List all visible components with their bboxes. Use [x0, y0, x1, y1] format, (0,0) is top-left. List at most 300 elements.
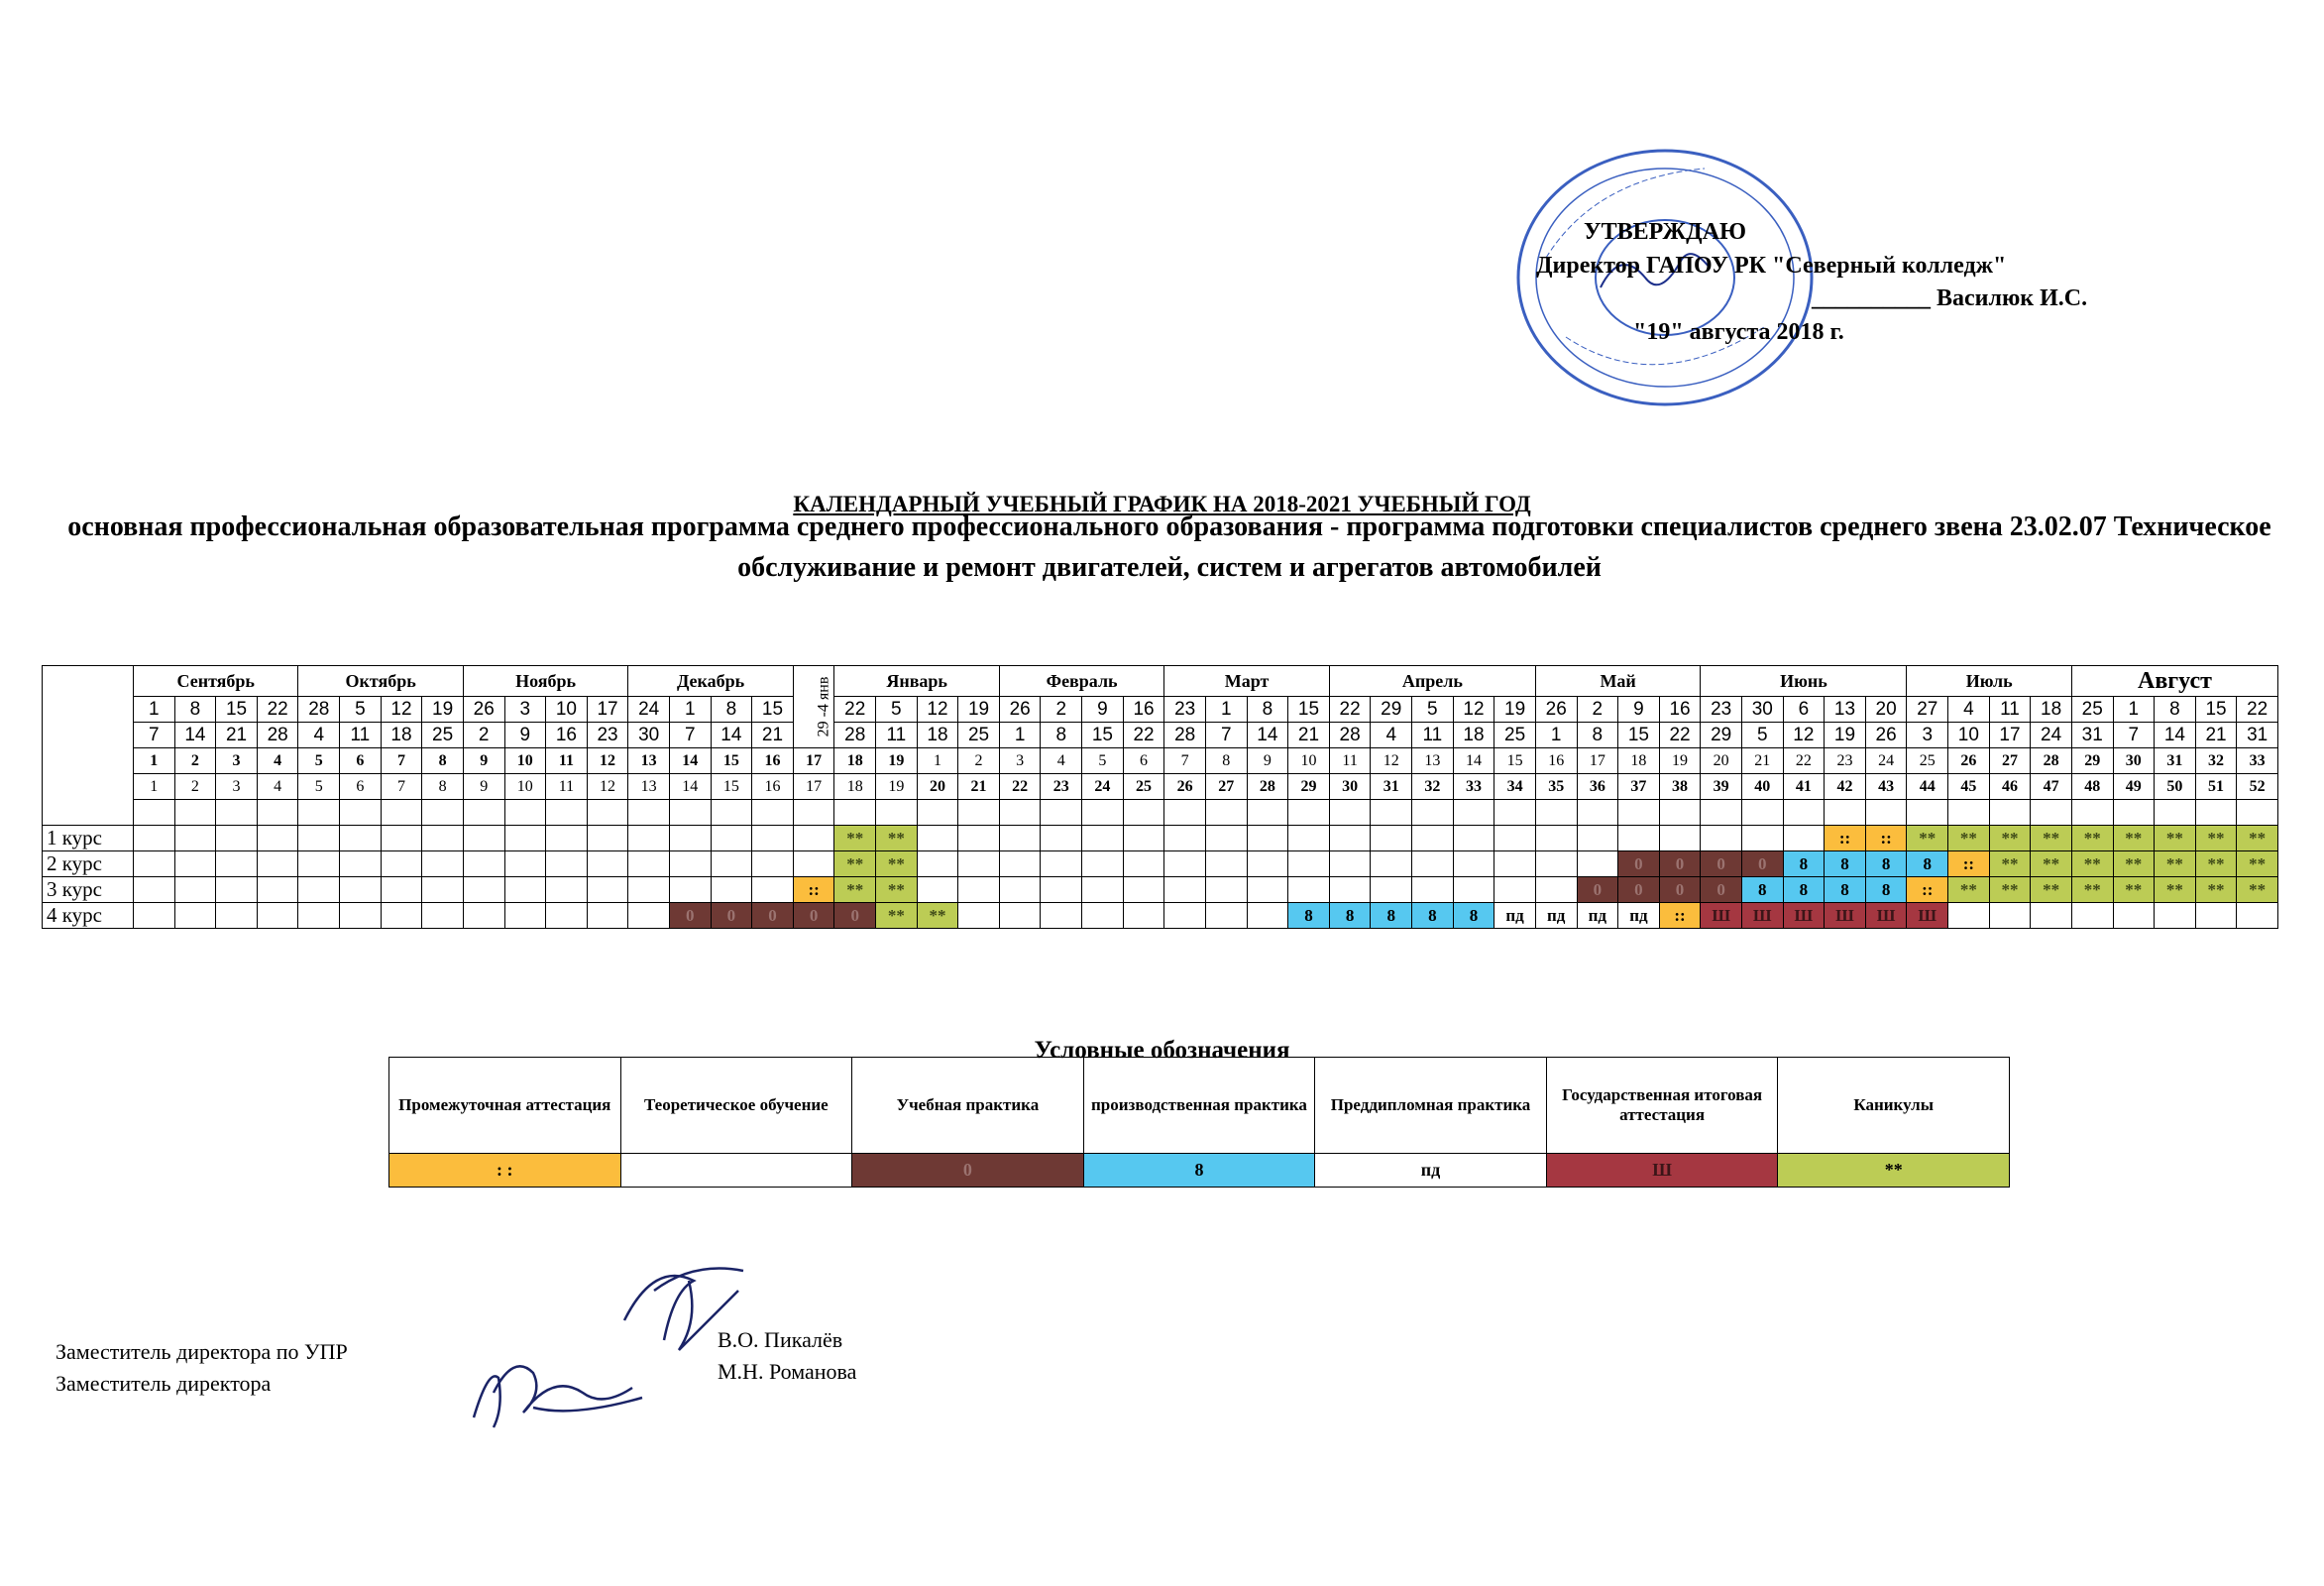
schedule-cell: [1247, 877, 1288, 903]
header-spacer-cell: [628, 800, 670, 826]
schedule-cell: [958, 877, 1000, 903]
header-spacer-cell: [1412, 800, 1454, 826]
schedule-cell: [1164, 877, 1206, 903]
schedule-cell: [134, 903, 175, 929]
schedule-cell: [587, 851, 628, 877]
schedule-cell: [711, 826, 752, 851]
footer-name-1: В.О. Пикалёв: [718, 1327, 843, 1352]
header-spacer-row: [43, 800, 2278, 826]
week-sequence-cell: 15: [711, 774, 752, 800]
schedule-cell: 8: [1907, 851, 1948, 877]
schedule-cell: 0: [1701, 877, 1742, 903]
schedule-cell: Ш: [1783, 903, 1825, 929]
header-spacer-cell: [999, 800, 1041, 826]
schedule-cell: **: [1989, 826, 2031, 851]
header-spacer-cell: [1288, 800, 1330, 826]
start-day-cell: 25: [2071, 697, 2113, 723]
end-day-cell: 1: [999, 723, 1041, 748]
header-spacer-cell: [174, 800, 216, 826]
holiday-week-label: 29 -4 янв: [815, 676, 832, 737]
start-day-cell: 29: [1371, 697, 1412, 723]
legend-header-cell: Государственная итоговая аттестация: [1546, 1058, 1778, 1154]
schedule-cell: **: [2113, 877, 2155, 903]
schedule-cell: 8: [1412, 903, 1454, 929]
schedule-cell: [422, 903, 464, 929]
course-row: [43, 826, 2278, 851]
end-day-cell: 24: [2031, 723, 2072, 748]
end-day-cell: 11: [876, 723, 918, 748]
schedule-cell: **: [2237, 826, 2278, 851]
end-day-cell: 2: [463, 723, 504, 748]
week-sequence-cell: 22: [999, 774, 1041, 800]
schedule-cell: [1371, 877, 1412, 903]
course-row: [43, 903, 2278, 929]
week-number-cell: 22: [1783, 748, 1825, 774]
schedule-cell: [1164, 851, 1206, 877]
end-day-cell: 28: [257, 723, 298, 748]
legend-header-cell: Промежуточная аттестация: [389, 1058, 621, 1154]
schedule-cell: **: [1948, 877, 1990, 903]
schedule-cell: 0: [1618, 877, 1660, 903]
schedule-cell: [298, 851, 340, 877]
schedule-cell: [669, 851, 711, 877]
schedule-cell: 0: [711, 903, 752, 929]
start-day-cell: 26: [463, 697, 504, 723]
schedule-cell: **: [876, 851, 918, 877]
week-sequence-cell: 37: [1618, 774, 1660, 800]
schedule-cell: [1371, 826, 1412, 851]
schedule-cell: [257, 826, 298, 851]
month-header: Октябрь: [298, 666, 463, 697]
week-number-cell: 11: [1329, 748, 1371, 774]
schedule-cell: 0: [1659, 877, 1701, 903]
legend-symbol-cell: 0: [852, 1154, 1084, 1188]
header-spacer-cell: [1948, 800, 1990, 826]
schedule-cell: **: [2195, 826, 2237, 851]
week-number-cell: 7: [1164, 748, 1206, 774]
schedule-cell: **: [2031, 826, 2072, 851]
schedule-cell: [669, 877, 711, 903]
legend-symbol-cell: 8: [1083, 1154, 1315, 1188]
week-number-cell: 14: [669, 748, 711, 774]
schedule-cell: [1205, 877, 1247, 903]
header-spacer-cell: [463, 800, 504, 826]
month-header: Апрель: [1329, 666, 1535, 697]
schedule-cell: Ш: [1701, 903, 1742, 929]
schedule-cell: [1041, 826, 1082, 851]
schedule-cell: 8: [1783, 851, 1825, 877]
schedule-cell: [1164, 903, 1206, 929]
week-sequence-cell: 4: [257, 774, 298, 800]
header-spacer-cell: [1494, 800, 1536, 826]
week-number-cell: 2: [174, 748, 216, 774]
schedule-cell: [1494, 826, 1536, 851]
start-day-cell: 24: [628, 697, 670, 723]
week-number-cell: 13: [1412, 748, 1454, 774]
end-day-cell: 8: [1041, 723, 1082, 748]
schedule-cell: [504, 877, 546, 903]
schedule-cell: Ш: [1741, 903, 1783, 929]
schedule-cell: [999, 877, 1041, 903]
month-header: Февраль: [999, 666, 1163, 697]
schedule-cell: [2113, 903, 2155, 929]
month-header: Июнь: [1701, 666, 1907, 697]
schedule-cell: 0: [1618, 851, 1660, 877]
header-spacer-cell: [1329, 800, 1371, 826]
schedule-cell: [1783, 826, 1825, 851]
schedule-cell: [1041, 877, 1082, 903]
schedule-cell: [2237, 903, 2278, 929]
week-sequence-cell: 7: [381, 774, 422, 800]
schedule-cell: [1577, 851, 1618, 877]
week-sequence-cell: 9: [463, 774, 504, 800]
schedule-cell: ::: [1659, 903, 1701, 929]
week-number-cell: 23: [1825, 748, 1866, 774]
schedule-cell: [1288, 826, 1330, 851]
schedule-cell: [134, 877, 175, 903]
start-day-cell: 15: [752, 697, 794, 723]
week-sequence-cell: 38: [1659, 774, 1701, 800]
schedule-cell: [999, 826, 1041, 851]
schedule-cell: [1453, 851, 1494, 877]
end-day-cell: 22: [1659, 723, 1701, 748]
week-number-cell: 31: [2155, 748, 2196, 774]
week-sequence-cell: 46: [1989, 774, 2031, 800]
schedule-cell: [340, 826, 382, 851]
schedule-cell: [628, 903, 670, 929]
course-row: [43, 851, 2278, 877]
approval-date: "19" августа 2018 г.: [1633, 318, 1844, 345]
schedule-cell: [958, 903, 1000, 929]
schedule-cell: [174, 877, 216, 903]
start-day-cell: 3: [504, 697, 546, 723]
schedule-cell: [793, 851, 834, 877]
week-number-cell: 19: [876, 748, 918, 774]
start-day-cell: 19: [422, 697, 464, 723]
schedule-cell: [422, 826, 464, 851]
schedule-cell: [1082, 877, 1124, 903]
approval-director: Директор ГАПОУ РК "Северный колледж": [1536, 252, 2007, 279]
header-spacer-cell: [876, 800, 918, 826]
week-number-cell: 19: [1659, 748, 1701, 774]
start-day-cell: 12: [381, 697, 422, 723]
week-sequence-cell: 52: [2237, 774, 2278, 800]
schedule-cell: 0: [793, 903, 834, 929]
end-day-cell: 30: [628, 723, 670, 748]
start-day-cell: 5: [340, 697, 382, 723]
schedule-cell: **: [834, 826, 876, 851]
schedule-cell: [1577, 826, 1618, 851]
week-sequence-cell: 8: [422, 774, 464, 800]
schedule-cell: [422, 851, 464, 877]
week-sequence-cell: 14: [669, 774, 711, 800]
week-number-cell: 3: [999, 748, 1041, 774]
end-day-cell: 25: [958, 723, 1000, 748]
start-day-cell: 23: [1701, 697, 1742, 723]
schedule-cell: [1701, 826, 1742, 851]
header-spacer-cell: [422, 800, 464, 826]
schedule-cell: [1741, 826, 1783, 851]
week-sequence-cell: 21: [958, 774, 1000, 800]
header-spacer-cell: [1123, 800, 1164, 826]
schedule-cell: **: [2071, 826, 2113, 851]
end-day-cell: 22: [1123, 723, 1164, 748]
legend-header-cell: Каникулы: [1778, 1058, 2010, 1154]
start-day-cell: 22: [1329, 697, 1371, 723]
schedule-cell: 0: [752, 903, 794, 929]
schedule-cell: [711, 851, 752, 877]
header-spacer-cell: [1371, 800, 1412, 826]
header-spacer-cell: [134, 800, 175, 826]
schedule-cell: [958, 851, 1000, 877]
schedule-cell: [587, 903, 628, 929]
schedule-cell: 8: [1865, 851, 1907, 877]
start-day-cell: 1: [669, 697, 711, 723]
legend-symbol-cell: **: [1778, 1154, 2010, 1188]
schedule-cell: [1535, 826, 1577, 851]
week-number-cell: 30: [2113, 748, 2155, 774]
start-day-cell: 1: [1205, 697, 1247, 723]
schedule-cell: [504, 826, 546, 851]
week-sequence-cell: 44: [1907, 774, 1948, 800]
end-day-cell: 4: [298, 723, 340, 748]
end-day-cell: 8: [1577, 723, 1618, 748]
month-header: Июль: [1907, 666, 2071, 697]
schedule-cell: Ш: [1907, 903, 1948, 929]
schedule-cell: 0: [1701, 851, 1742, 877]
header-spacer-cell: [669, 800, 711, 826]
schedule-cell: [587, 877, 628, 903]
header-spacer-cell: [711, 800, 752, 826]
schedule-cell: [1164, 826, 1206, 851]
schedule-cell: [2031, 903, 2072, 929]
course-label: 3 курс: [43, 877, 134, 903]
schedule-cell: [1371, 851, 1412, 877]
header-spacer-cell: [752, 800, 794, 826]
week-sequence-cell: 39: [1701, 774, 1742, 800]
schedule-cell: [298, 903, 340, 929]
schedule-cell: 0: [1659, 851, 1701, 877]
end-day-cell: 31: [2237, 723, 2278, 748]
schedule-cell: 0: [1577, 877, 1618, 903]
week-number-cell: 26: [1948, 748, 1990, 774]
week-number-cell: 27: [1989, 748, 2031, 774]
week-number-cell: 29: [2071, 748, 2113, 774]
schedule-cell: **: [834, 851, 876, 877]
schedule-cell: [298, 877, 340, 903]
schedule-cell: 8: [1825, 851, 1866, 877]
schedule-cell: [546, 903, 588, 929]
end-day-cell: 7: [1205, 723, 1247, 748]
header-spacer-cell: [2237, 800, 2278, 826]
schedule-cell: [1989, 903, 2031, 929]
week-sequence-cell: 49: [2113, 774, 2155, 800]
schedule-cell: **: [876, 877, 918, 903]
header-spacer-cell: [504, 800, 546, 826]
legend-header-cell: производственная практика: [1083, 1058, 1315, 1154]
week-sequence-cell: 2: [174, 774, 216, 800]
start-day-cell: 8: [1247, 697, 1288, 723]
week-number-cell: 16: [1535, 748, 1577, 774]
end-day-cell: 12: [1783, 723, 1825, 748]
legend-header-cell: Теоретическое обучение: [620, 1058, 852, 1154]
schedule-cell: [1288, 851, 1330, 877]
schedule-cell: **: [2031, 877, 2072, 903]
start-day-cell: 13: [1825, 697, 1866, 723]
start-day-cell: 22: [834, 697, 876, 723]
schedule-cell: [546, 877, 588, 903]
schedule-cell: [917, 877, 958, 903]
week-number-cell: 5: [298, 748, 340, 774]
schedule-cell: **: [2071, 877, 2113, 903]
week-number-cell: 17: [1577, 748, 1618, 774]
week-number-cell: 11: [546, 748, 588, 774]
start-day-row: [43, 697, 2278, 723]
footer-role-upr: Заместитель директора по УПР: [55, 1339, 348, 1364]
start-day-cell: 27: [1907, 697, 1948, 723]
header-spacer-cell: [1741, 800, 1783, 826]
schedule-cell: [999, 903, 1041, 929]
start-day-cell: 22: [257, 697, 298, 723]
week-sequence-cell: 48: [2071, 774, 2113, 800]
week-sequence-cell: 5: [298, 774, 340, 800]
schedule-cell: 8: [1825, 877, 1866, 903]
schedule-cell: ::: [1948, 851, 1990, 877]
week-number-cell: 2: [958, 748, 1000, 774]
schedule-cell: [1535, 877, 1577, 903]
schedule-cell: **: [2113, 826, 2155, 851]
schedule-cell: [174, 851, 216, 877]
end-day-cell: 14: [711, 723, 752, 748]
header-spacer-cell: [2031, 800, 2072, 826]
week-number-cell: 33: [2237, 748, 2278, 774]
week-sequence-cell: 36: [1577, 774, 1618, 800]
schedule-cell: [216, 903, 258, 929]
schedule-cell: [1123, 903, 1164, 929]
week-sequence-cell: 26: [1164, 774, 1206, 800]
header-spacer-cell: [834, 800, 876, 826]
schedule-cell: ::: [1865, 826, 1907, 851]
schedule-cell: [463, 877, 504, 903]
start-day-cell: 15: [216, 697, 258, 723]
header-spacer-cell: [958, 800, 1000, 826]
legend-header-row: [389, 1058, 2010, 1154]
header-spacer-cell: [1907, 800, 1948, 826]
schedule-cell: 8: [1329, 903, 1371, 929]
end-day-cell: 28: [1164, 723, 1206, 748]
end-day-cell: 7: [2113, 723, 2155, 748]
header-spacer-cell: [1577, 800, 1618, 826]
week-sequence-cell: 24: [1082, 774, 1124, 800]
start-day-cell: 18: [2031, 697, 2072, 723]
schedule-cell: [2195, 903, 2237, 929]
week-sequence-cell: 18: [834, 774, 876, 800]
week-sequence-cell: 31: [1371, 774, 1412, 800]
start-day-cell: 1: [2113, 697, 2155, 723]
start-day-cell: 19: [1494, 697, 1536, 723]
end-day-cell: 28: [1329, 723, 1371, 748]
schedule-cell: [381, 903, 422, 929]
week-sequence-cell: 43: [1865, 774, 1907, 800]
week-number-cell: 8: [422, 748, 464, 774]
start-day-cell: 11: [1989, 697, 2031, 723]
legend-header-cell: Преддипломная практика: [1315, 1058, 1547, 1154]
start-day-cell: 15: [2195, 697, 2237, 723]
schedule-cell: [1041, 851, 1082, 877]
schedule-cell: [298, 826, 340, 851]
header-spacer-cell: [546, 800, 588, 826]
schedule-cell: пд: [1577, 903, 1618, 929]
end-day-cell: 7: [134, 723, 175, 748]
schedule-cell: [1329, 851, 1371, 877]
schedule-cell: [1453, 877, 1494, 903]
week-sequence-cell: 17: [793, 774, 834, 800]
schedule-cell: [422, 877, 464, 903]
week-number-cell: 21: [1741, 748, 1783, 774]
end-day-cell: 17: [1989, 723, 2031, 748]
week-number-cell: 10: [504, 748, 546, 774]
header-spacer-cell: [1082, 800, 1124, 826]
schedule-cell: [1123, 826, 1164, 851]
week-number-cell: 8: [1205, 748, 1247, 774]
week-sequence-cell: 41: [1783, 774, 1825, 800]
schedule-cell: [546, 851, 588, 877]
schedule-cell: [1123, 877, 1164, 903]
week-sequence-cell: 40: [1741, 774, 1783, 800]
schedule-cell: [587, 826, 628, 851]
start-day-cell: 15: [1288, 697, 1330, 723]
week-sequence-cell: 50: [2155, 774, 2196, 800]
week-sequence-cell: 34: [1494, 774, 1536, 800]
end-day-cell: 14: [174, 723, 216, 748]
header-spacer-cell: [2155, 800, 2196, 826]
week-sequence-cell: 29: [1288, 774, 1330, 800]
schedule-cell: 0: [669, 903, 711, 929]
schedule-cell: [1329, 877, 1371, 903]
schedule-cell: [257, 877, 298, 903]
start-day-cell: 17: [587, 697, 628, 723]
week-number-cell: 25: [1907, 748, 1948, 774]
schedule-cell: [1535, 851, 1577, 877]
week-sequence-cell: 28: [1247, 774, 1288, 800]
schedule-cell: **: [2155, 877, 2196, 903]
schedule-cell: [504, 851, 546, 877]
schedule-cell: [752, 851, 794, 877]
end-day-cell: 14: [2155, 723, 2196, 748]
start-day-cell: 10: [546, 697, 588, 723]
schedule-cell: **: [2195, 851, 2237, 877]
start-day-cell: 12: [1453, 697, 1494, 723]
schedule-cell: **: [2155, 851, 2196, 877]
start-day-cell: 20: [1865, 697, 1907, 723]
week-number-cell: 32: [2195, 748, 2237, 774]
schedule-cell: [752, 826, 794, 851]
week-number-cell: 12: [587, 748, 628, 774]
month-header: Май: [1535, 666, 1700, 697]
start-day-cell: 19: [958, 697, 1000, 723]
schedule-cell: Ш: [1865, 903, 1907, 929]
schedule-cell: пд: [1535, 903, 1577, 929]
footer-role-deputy: Заместитель директора: [55, 1370, 272, 1396]
week-sequence-cell: 13: [628, 774, 670, 800]
header-spacer-cell: [1865, 800, 1907, 826]
week-number-cell: 18: [834, 748, 876, 774]
schedule-cell: **: [2155, 826, 2196, 851]
schedule-cell: [174, 826, 216, 851]
start-day-cell: 6: [1783, 697, 1825, 723]
week-number-cell: 6: [340, 748, 382, 774]
start-day-cell: 2: [1577, 697, 1618, 723]
